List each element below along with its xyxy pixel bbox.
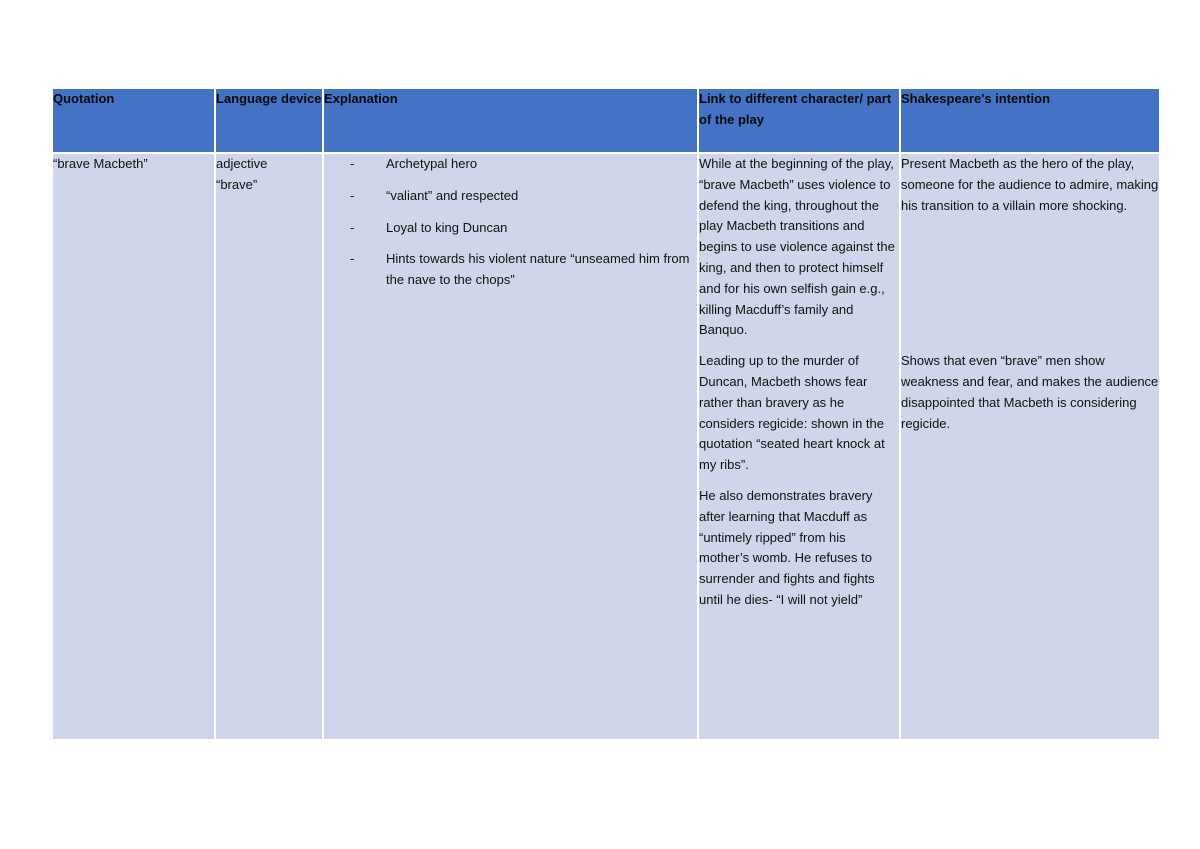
header-intention: Shakespeare's intention [900,89,1159,153]
link-paragraph: While at the beginning of the play, “brave Macbeth” uses violence to defend the king, throughout the play Macbeth transitions and begins to use violence against the king, and then to protect himself and for his own selfish gain e.g., killing Macduff’s family and Banquo. [699,156,895,338]
explanation-list [324,154,697,291]
cell-intention [900,153,1159,739]
header-language-device: Language device [215,89,323,153]
cell-link [698,153,900,739]
header-explanation: Explanation [323,89,698,153]
bullet-dash: - [350,219,355,235]
bullet-dash: - [350,156,355,171]
table-row [53,153,1159,739]
link-paragraph: He also demonstrates bravery after learning that Macduff as “untimely ripped” from his mother’s womb. He refuses to surrender and fights and fights until he dies- “I will not yield” [699,487,875,607]
header-quotation: Quotation [53,89,215,153]
cell-language-device [215,153,323,739]
list-item: - Loyal to king Duncan [350,218,697,239]
list-item: - “valiant” and respected [350,186,697,207]
table-header-row [53,89,1159,153]
quotation-text: “brave Macbeth” [53,156,148,171]
cell-explanation [323,153,698,739]
cell-quotation [53,153,215,739]
list-item: - Archetypal hero [350,154,697,175]
bullet-dash: - [350,187,355,203]
bullet-dash: - [350,251,355,267]
list-item: - Hints towards his violent nature “unseamed him from the nave to the chops” [350,251,690,288]
device-type: adjective [216,156,268,171]
link-paragraph: Leading up to the murder of Duncan, Macbeth shows fear rather than bravery as he considers regicide: shown in the quotation “seated heart knock at my ribs”. [699,353,885,473]
device-word: “brave” [216,176,258,192]
header-link: Link to different character/ part of the play [698,89,900,153]
intention-paragraph: Present Macbeth as the hero of the play, someone for the audience to admire, making his transition to a villain more shocking. [901,156,1159,213]
analysis-table [53,89,1159,739]
intention-paragraph: Shows that even “brave” men show weakness and fear, and makes the audience disappointed that Macbeth is considering regicide. [901,353,1159,431]
